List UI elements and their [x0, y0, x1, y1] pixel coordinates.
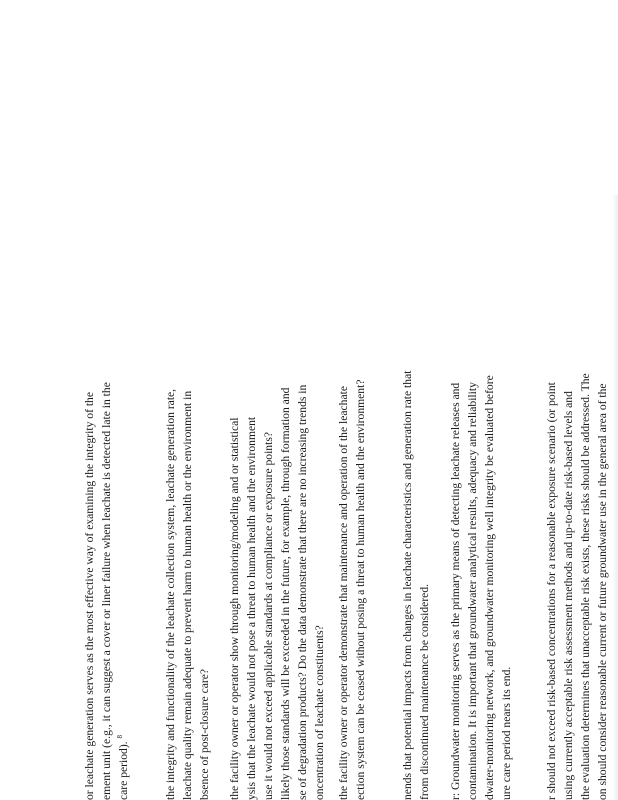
rotated-text-block [82, 180, 618, 800]
text-line: the evaluation determines that unacceptable risk exists, these risks should be addressed. The [579, 373, 592, 800]
text-line: on should consider reasonable current or future groundwater use in the general area of the [596, 383, 609, 800]
text-line: use it would not exceed applicable standards at compliance or exposure points? [262, 432, 275, 800]
text-line: from discontinued maintenance be considered. [418, 583, 431, 800]
text-line [116, 735, 132, 800]
text-line: ure care period nears its end. [500, 666, 513, 800]
text-line: leachate quality remain adequate to prevent harm to human health or the environment in [181, 390, 194, 800]
text-line: contamination. It is important that groundwater analytical results, adequacy and reliability [466, 382, 479, 800]
text-line: or leachate generation serves as the most effective way of examining the integrity of the [83, 392, 96, 800]
text-line-content: care period). [117, 741, 130, 800]
text-line: bsence of post-closure care? [198, 668, 211, 800]
text-line: ection system can be ceased without posing a threat to human health and the environment? [354, 379, 367, 800]
text-line: using currently acceptable risk assessment methods and up-to-date risk-based levels and [562, 391, 575, 800]
blank-margin [0, 0, 618, 200]
text-line: the facility owner or operator demonstrate that maintenance and operation of the leachate [337, 386, 350, 800]
text-line: ysis that the leachate would not pose a threat to human health and the environment [245, 416, 258, 800]
text-line: r: Groundwater monitoring serves as the primary means of detecting leachate releases and [449, 382, 462, 800]
text-line: dwater-monitoring network, and groundwater monitoring well integrity be evaluated before [483, 375, 496, 800]
text-line: r should not exceed risk-based concentrations for a reasonable exposure scenario (or point [545, 382, 558, 800]
text-line: nends that potential impacts from changes in leachate characteristics and generation rate that [401, 370, 414, 800]
text-line: oncentration of leachate constituents? [313, 625, 326, 800]
text-line: the facility owner or operator show through monitoring/modeling and or statistical [228, 417, 241, 800]
text-line: likely those standards will be exceeded in the future, for example, through formation and [279, 387, 292, 800]
text-line: se of degradation products? Do the data demonstrate that there are no increasing trends in [296, 384, 309, 800]
text-line: the integrity and functionality of the leachate collection system, leachate generation rate, [164, 388, 177, 800]
text-line: ement unit (e.g., it can suggest a cover or liner failure when leachate is detected late in the [100, 382, 113, 800]
footnote-ref: 8 [116, 735, 125, 739]
